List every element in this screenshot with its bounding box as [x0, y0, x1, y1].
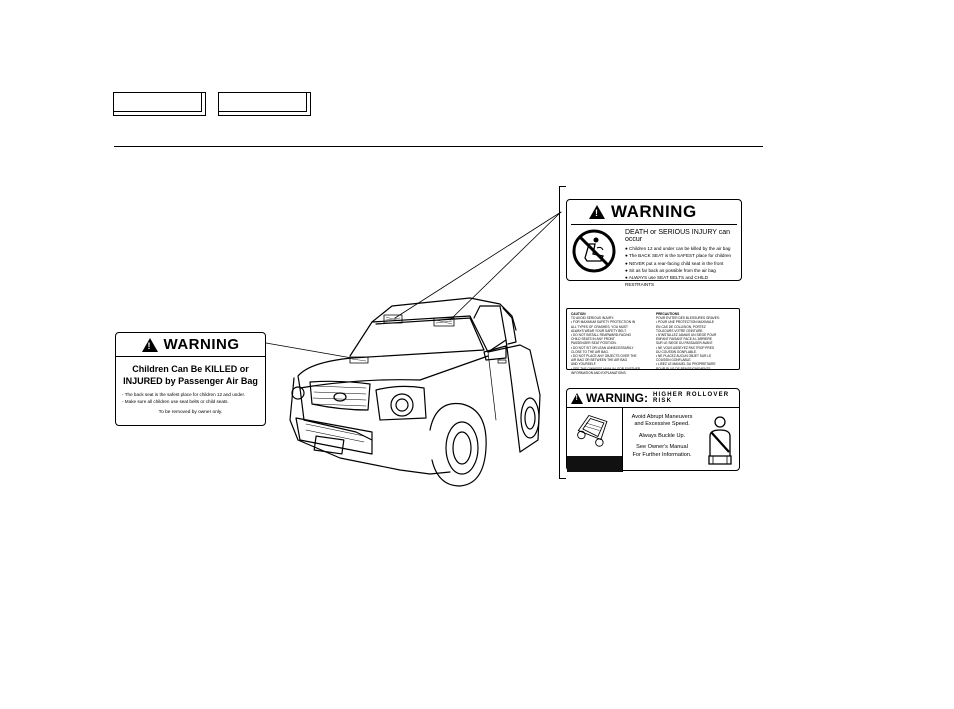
leader-line-top-2: [450, 212, 561, 320]
caution-english-column: CAUTION TO AVOID SERIOUS INJURY: • FOR MAXIMUM SAFETY PROTECTION IN ALL TYPES OF CRASHES, YOU MUST ALWAYS WEAR YOUR SAFETY BELT. • DO NOT INSTALL REARWARD-FACING CHILD SEATS IN ANY FRONT PASSENGER SEAT POSITION. • DO NOT SIT OR LEAN UNNECESSARILY CLOSE TO THE AIR BAG. • DO NOT PLACE ANY OBJECTS OVER THE AIR BAG OR BETWEEN THE AIR BAG AND YOURSELF. • SEE THE OWNER'S MANUAL FOR FURTHER INFORMATION AND EXPLANATIONS.: [571, 312, 641, 375]
visor-caution-label: [566, 308, 740, 375]
rollover-warning-label: [566, 388, 740, 471]
dashboard-warning-label: [115, 332, 266, 426]
seatbelt-person-icon: [701, 408, 739, 472]
leader-line-top-1: [395, 212, 561, 318]
warning-heading: WARNING:: [586, 391, 648, 405]
leader-line-left: [266, 343, 352, 358]
warning-triangle-icon: [142, 338, 158, 352]
rollover-instructions: Avoid Abrupt Maneuvers and Excessive Speed. Always Buckle Up. See Owner's Manual For Further Information.: [631, 414, 693, 458]
caution-french-column: PRECAUTIONS POUR EVITER DES BLESSURES GRAVES: • POUR UNE PROTECTION MAXIMALE EN CAS DE COLLISION, PORTEZ TOUJOURS VOTRE CEINTURE. • N'INSTALLEZ JAMAIS UN SIEGE POUR ENFANT FAISANT FACE A L'ARRIERE SUR LE SIEGE DU PASSAGER AVANT. • NE VOUS ASSEYEZ PAS TROP PRES DU COUSSIN GONFLABLE. • NE PLACEZ AUCUN OBJET SUR LE COUSSIN GONFLABLE. • LISEZ LE MANUEL DU PROPRIETAIRE POUR PLUS DE RENSEIGNEMENTS.: [656, 312, 720, 371]
label-bracket: [559, 186, 560, 479]
rollover-subheading: HIGHER ROLLOVER RISK: [653, 392, 730, 404]
warning-heading: WARNING: [611, 202, 697, 221]
warning-footer: To be removed by owner only.: [158, 410, 223, 415]
warning-heading: WARNING: [163, 336, 240, 353]
no-rear-facing-child-seat-icon: [571, 228, 617, 274]
warning-bullets: - The back seat is the safest place for children 12 and under. - Make sure all children use seat belts or child seats.: [122, 392, 245, 404]
warning-triangle-icon: [571, 393, 583, 404]
visor-warning-label: [566, 199, 742, 288]
warning-line-2: INJURED by Passenger Air Bag: [123, 376, 258, 386]
warning-triangle-icon: [589, 205, 605, 219]
rollover-car-icon: [567, 408, 623, 472]
warning-bullet-list: ● Children 12 and under can be killed by the air bag ● The BACK SEAT is the SAFEST place for children ● NEVER put a rear-facing child seat in the front ● Sit as far back as possible from the air bag ● ALWAYS use SEAT BELTS and CHILD RESTRAINTS: [625, 246, 732, 288]
warning-line-1: Children Can Be KILLED or: [132, 364, 249, 374]
warning-subheading: DEATH or SERIOUS INJURY can occur: [625, 229, 731, 243]
